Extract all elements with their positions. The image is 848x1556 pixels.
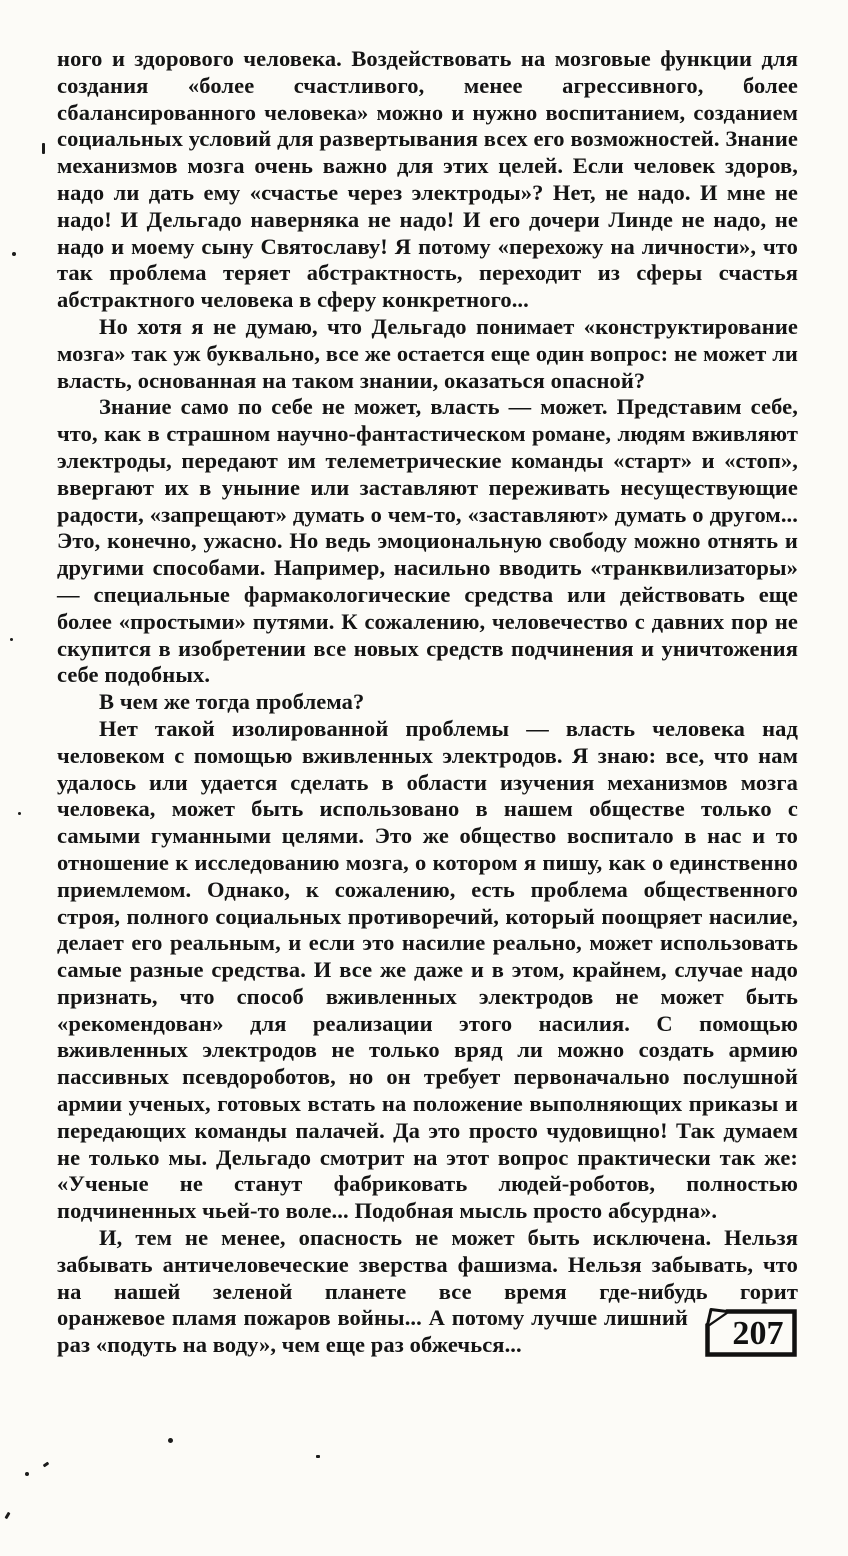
paragraph-3: Знание само по себе не может, власть — может. Представим себе, что, как в страшном научно-фантастическом романе, людям вживляют электроды, передают им телеметрические команды «старт» и «стоп», ввергают их в уныние или заставляют переживать несуществующие радости, «запрещают» думать о чем-то, «заставляют» думать о другом... Это, конечно, ужасно. Но ведь эмоциональную свободу можно отнять и другими способами. Например, насильно вводить «транквилизаторы» — специальные фармакологические средства или действовать еще более «простыми» путями. К сожалению, человечество с давних пор не скупится в изобретении все новых средств подчинения и уничтожения себе подобных. bbox=[57, 394, 798, 688]
text-block bbox=[57, 46, 798, 1360]
scan-speck bbox=[43, 1462, 50, 1468]
paragraph-6-start: И, тем не менее, опасность не может быть исключена. Нельзя забывать античеловеческие зверства фашизма. Нельзя забывать, что на нашей зеленой планете все время где-нибудь горит bbox=[57, 1225, 798, 1304]
scan-speck bbox=[42, 143, 45, 154]
scan-speck bbox=[4, 1512, 10, 1520]
closing-block bbox=[57, 1305, 798, 1359]
scan-speck bbox=[18, 812, 21, 815]
paragraph-1: ного и здорового человека. Воздействовать на мозговые функции для создания «более счастливого, менее агрессивного, более сбалансированного человека» можно и нужно воспитанием, созданием социальных условий для развертывания всех его возможностей. Знание механизмов мозга очень важно для этих целей. Если человек здоров, надо ли дать ему «счастье через электроды»? Нет, не надо. И мне не надо! И Дельгадо наверняка не надо! И его дочери Линде не надо, не надо и моему сыну Святославу! Я потому «перехожу на личности», что так проблема теряет абстрактность, переходит из сферы счастья абстрактного человека в сферу конкретного... bbox=[57, 46, 798, 313]
scan-speck bbox=[12, 252, 16, 256]
scan-speck bbox=[25, 1472, 29, 1476]
paragraph-4: В чем же тогда проблема? bbox=[99, 689, 365, 715]
paragraph-2: Но хотя я не думаю, что Дельгадо понимает «конструктирование мозга» так уж буквально, все же остается еще один вопрос: не может ли власть, основанная на таком знании, оказаться опасной? bbox=[57, 313, 798, 393]
page-number: 207 bbox=[732, 1315, 784, 1353]
page-number-badge bbox=[704, 1308, 798, 1358]
paragraph-5: Нет такой изолированной проблемы — власть человека над человеком с помощью вживленных электродов. Я знаю: все, что нам удалось или удается сделать в области изучения механизмов мозга человека, может быть использовано в нашем обществе только с самыми гуманными целями. Это же общество воспитало в нас и то отношение к исследованию мозга, о котором я пишу, как о единственно приемлемом. Однако, к сожалению, есть проблема общественного строя, полного социальных противоречий, который поощряет насилие, делает его реальным, и если это насилие реально, может использовать самые разные средства. И все же даже и в этом, крайнем, случае надо признать, что способ вживленных электродов не может быть «рекомендован» для реализации этого насилия. С помощью вживленных электродов не только вряд ли можно создать армию пассивных псевдороботов, но он требует первоначально послушной армии ученых, готовых встать на положение выполняющих приказы и передающих команды палачей. Да это просто чудовищно! Так думаем не только мы. Дельгадо смотрит на этот вопрос практически так же: «Ученые не станут фабриковать людей-роботов, полностью подчиненных чьей-то воле... Подобная мысль просто абсурдна». bbox=[57, 715, 798, 1224]
scan-speck bbox=[168, 1438, 173, 1443]
scan-speck bbox=[316, 1455, 320, 1458]
paragraph-6-end: оранжевое пламя пожаров войны... А потому лучше лишний раз «подуть на воду», чем еще раз обжечься... bbox=[57, 1305, 688, 1358]
scan-speck bbox=[10, 638, 13, 641]
